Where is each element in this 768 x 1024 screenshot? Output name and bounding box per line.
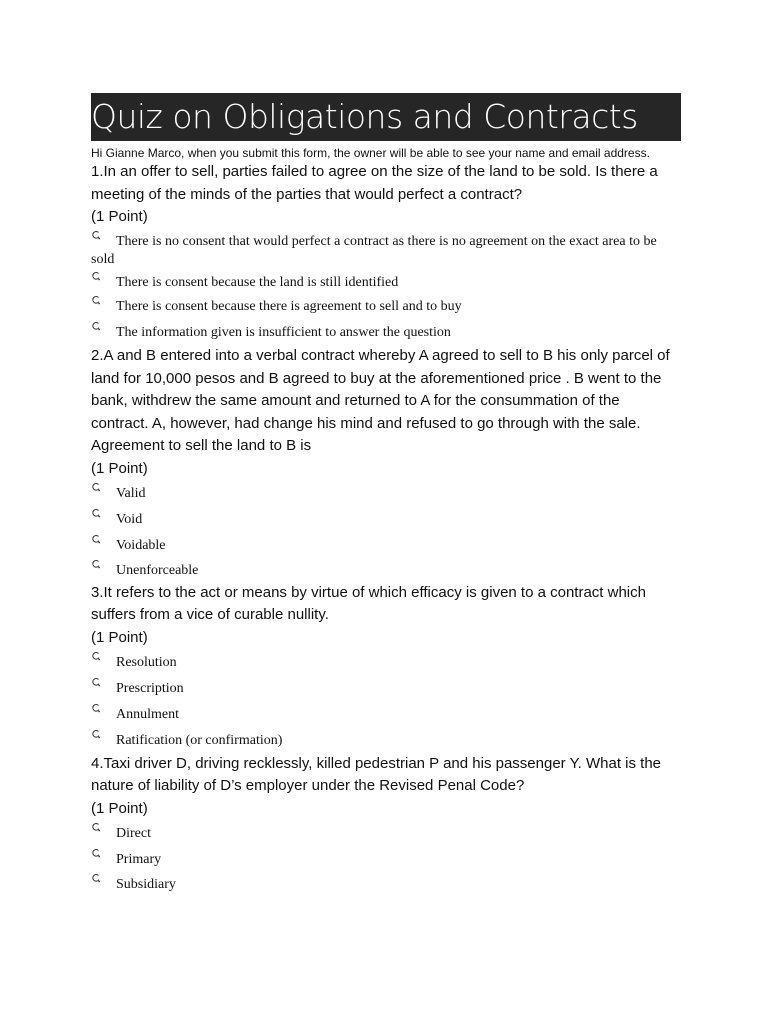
question-points: (1 Point) (91, 628, 148, 646)
answer-option-label: Subsidiary (116, 876, 176, 892)
radio-icon[interactable] (91, 271, 101, 281)
answer-option-label: There is consent because the land is still identified (116, 275, 399, 290)
question-block (91, 161, 681, 345)
answer-option[interactable] (91, 293, 681, 319)
answer-option-label: Void (116, 511, 143, 527)
question-points: (1 Point) (91, 208, 148, 225)
question-list (91, 161, 681, 897)
page-title: Quiz on Obligations and Contracts (91, 93, 681, 141)
question-text: 1.In an offer to sell, parties failed to agree on the size of the land to be sold. Is there a meeting of the minds of the parties that would perfect a contract? (91, 163, 658, 203)
radio-icon[interactable] (91, 321, 101, 331)
answer-option-label: Annulment (116, 706, 179, 722)
quiz-form (91, 93, 681, 897)
radio-icon[interactable] (91, 534, 101, 544)
answer-option-label: Prescription (116, 680, 184, 696)
answer-option-label: There is no consent that would perfect a contract as there is no agreement on the exact area to be sold (91, 234, 657, 267)
answer-option[interactable] (91, 846, 681, 871)
answer-option[interactable] (91, 228, 681, 269)
answer-option-label: Unenforceable (116, 562, 199, 578)
radio-icon[interactable] (91, 559, 101, 569)
answer-option[interactable] (91, 727, 681, 753)
radio-icon[interactable] (91, 230, 101, 240)
radio-icon[interactable] (91, 703, 101, 713)
question-points: (1 Point) (91, 459, 148, 477)
radio-icon[interactable] (91, 677, 101, 687)
answer-option[interactable] (91, 319, 681, 345)
answer-option-label: The information given is insufficient to answer the question (116, 325, 451, 340)
question-block (91, 753, 681, 897)
answer-option-label: Ratification (or confirmation) (116, 732, 283, 748)
answer-option[interactable] (91, 871, 681, 897)
radio-icon[interactable] (91, 295, 101, 305)
radio-icon[interactable] (91, 822, 101, 832)
answer-option[interactable] (91, 269, 681, 293)
question-block (91, 582, 681, 753)
answer-option[interactable] (91, 820, 681, 846)
radio-icon[interactable] (91, 729, 101, 739)
radio-icon[interactable] (91, 482, 101, 492)
question-points: (1 Point) (91, 799, 148, 817)
radio-icon[interactable] (91, 508, 101, 518)
radio-icon[interactable] (91, 651, 101, 661)
answer-option[interactable] (91, 675, 681, 701)
answer-option-label: Voidable (116, 537, 166, 553)
answer-option[interactable] (91, 701, 681, 727)
intro-text: Hi Gianne Marco, when you submit this form, the owner will be able to see your name and email address. (91, 146, 650, 160)
question-text: 2.A and B entered into a verbal contract whereby A agreed to sell to B his only parcel of land for 10,000 pesos and B agreed to buy at the aforementioned price . B went to the bank, withdrew the same amount and returned to A for the consummation of the contract. A, however, had change his mind and refused to go through with the sale. Agreement to sell the land to B is (91, 347, 670, 454)
answer-option[interactable] (91, 480, 681, 506)
answer-option-label: There is consent because there is agreement to sell and to buy (116, 299, 462, 314)
answer-option-label: Primary (116, 851, 162, 867)
answer-option-label: Valid (116, 485, 146, 501)
question-text: 3.It refers to the act or means by virtue of which efficacy is given to a contract which suffers from a vice of curable nullity. (91, 583, 646, 623)
answer-option[interactable] (91, 506, 681, 532)
answer-option-label: Direct (116, 825, 151, 841)
answer-option[interactable] (91, 649, 681, 675)
question-block (91, 345, 681, 582)
question-text: 4.Taxi driver D, driving recklessly, killed pedestrian P and his passenger Y. What is the nature of liability of D’s employer under the Revised Penal Code? (91, 754, 661, 794)
answer-option[interactable] (91, 557, 681, 582)
answer-option[interactable] (91, 532, 681, 557)
radio-icon[interactable] (91, 848, 101, 858)
answer-option-label: Resolution (116, 654, 177, 670)
radio-icon[interactable] (91, 873, 101, 883)
